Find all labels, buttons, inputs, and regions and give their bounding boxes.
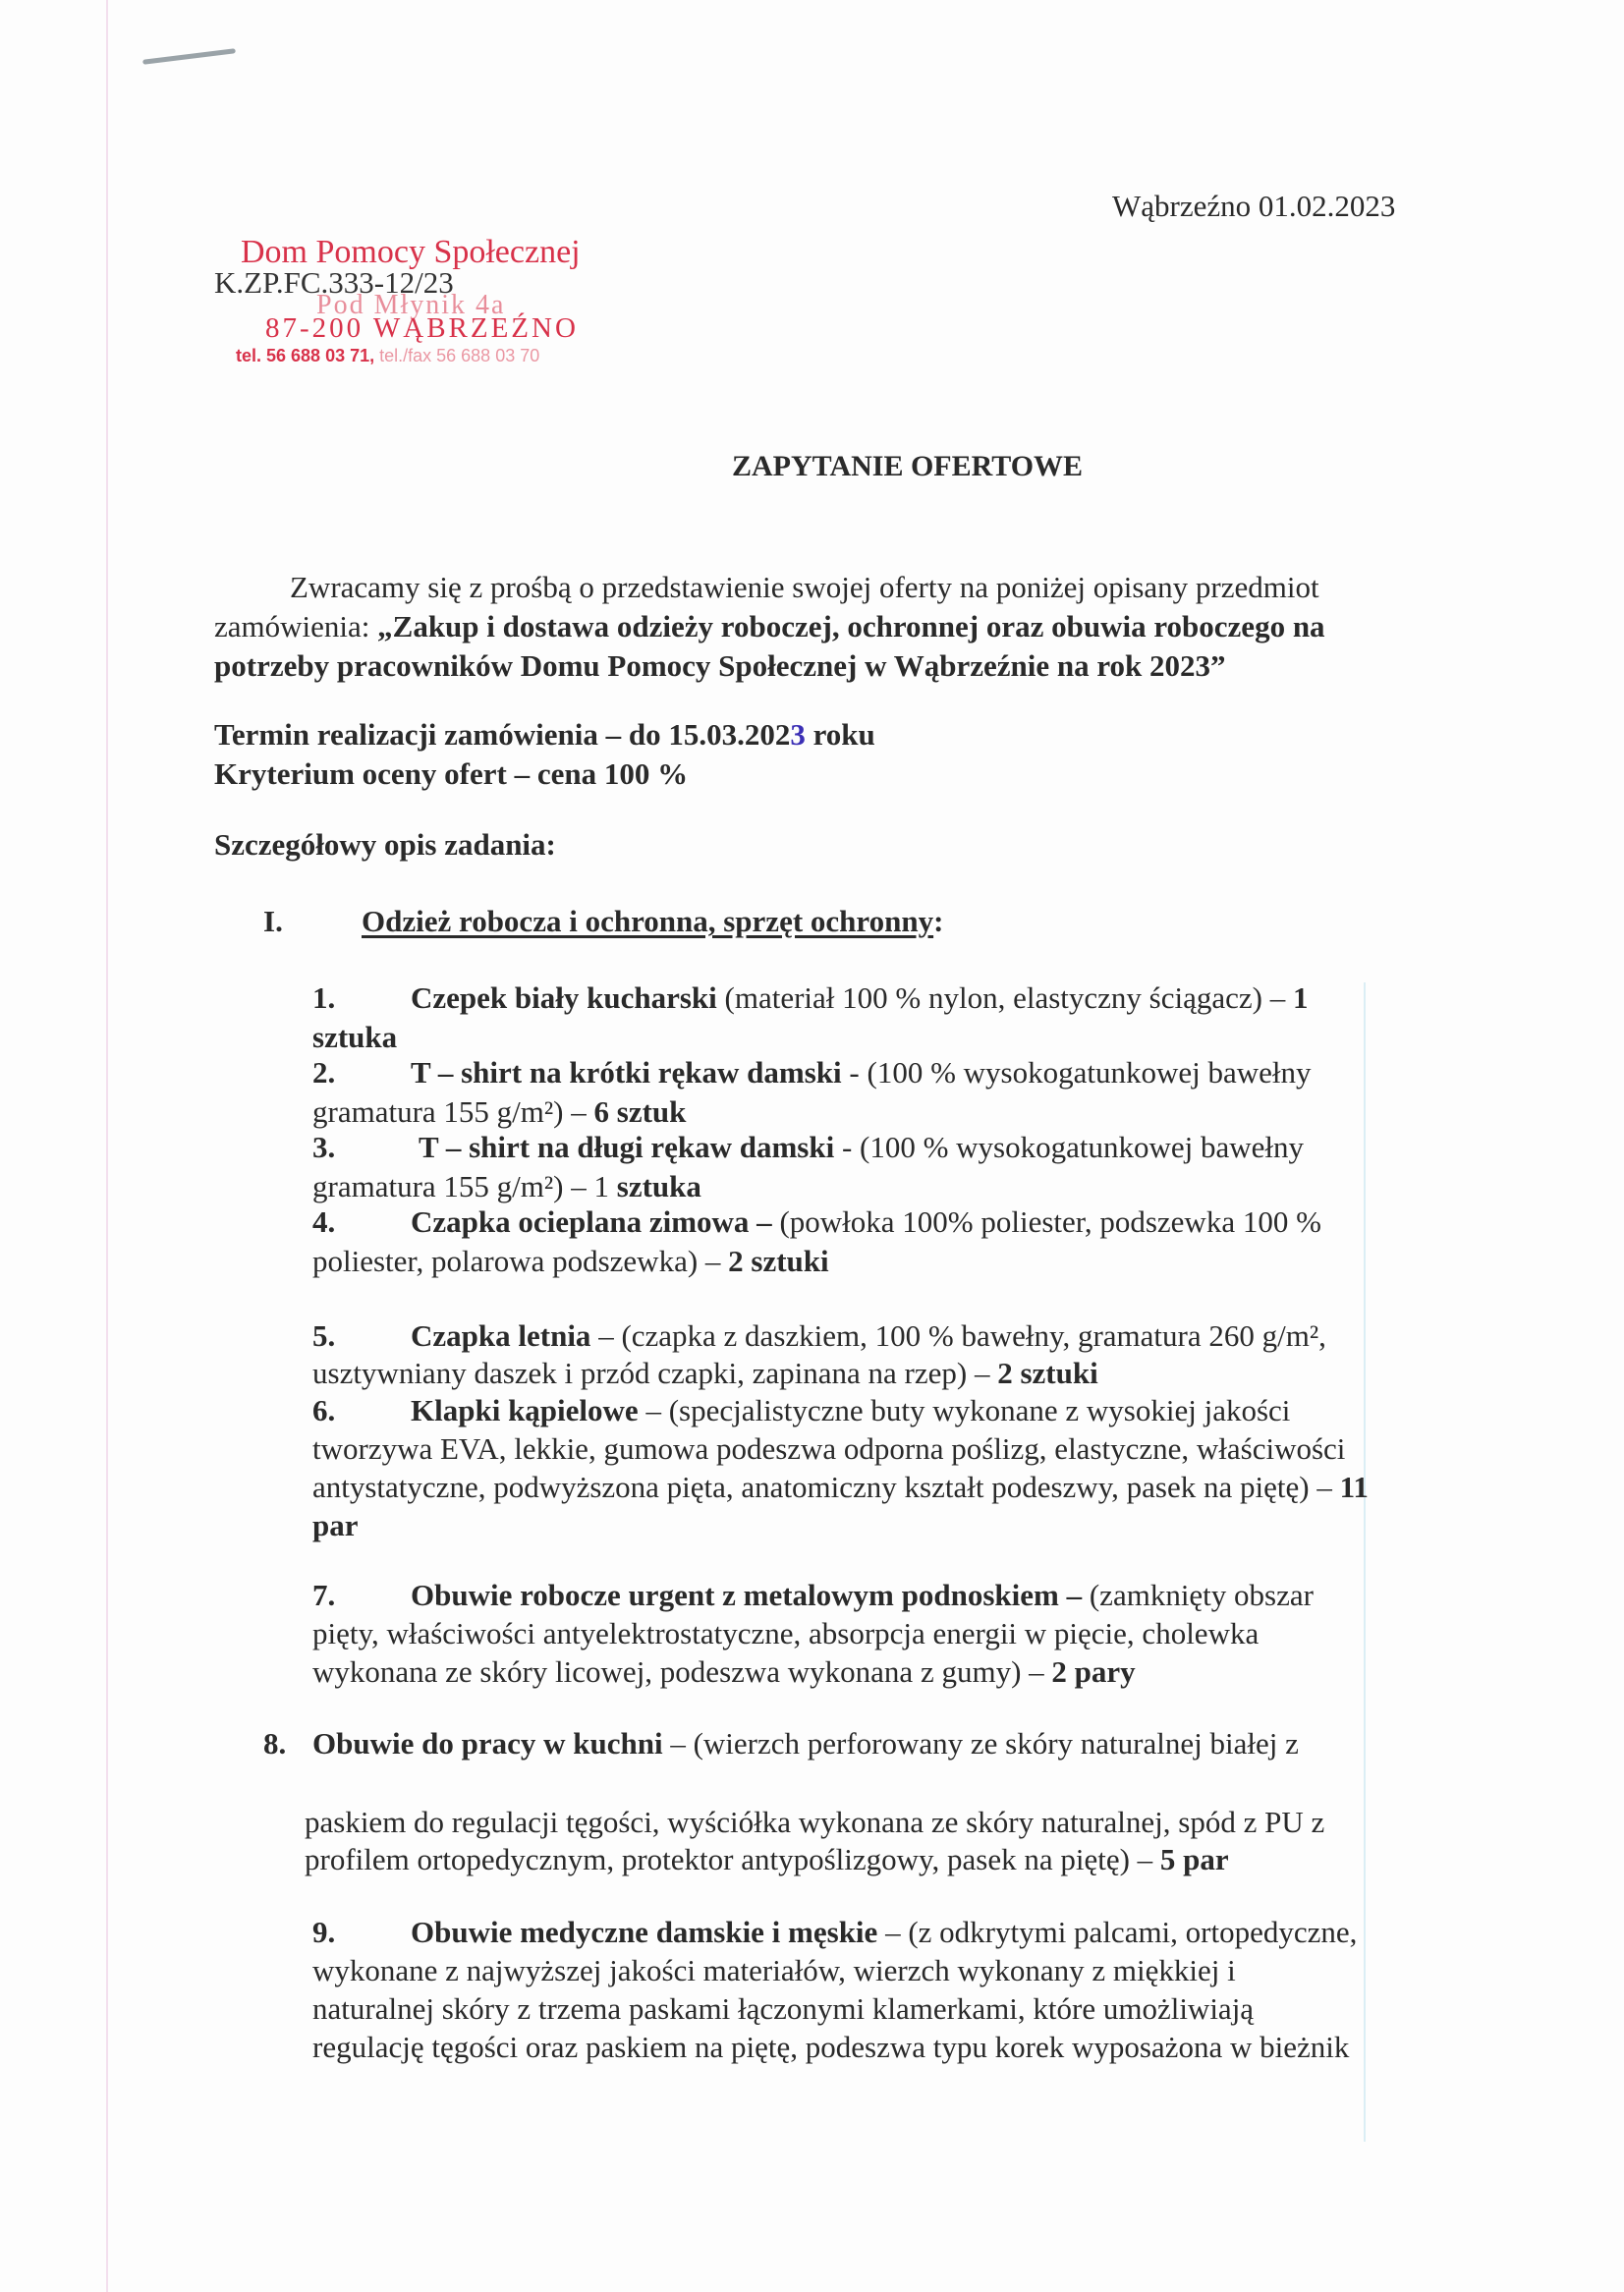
- item-desc: (powłoka 100% poliester, podszewka 100 %: [771, 1204, 1321, 1239]
- deadline-suffix: roku: [805, 717, 875, 752]
- section-title-text: Odzież robocza i ochronna, sprzęt ochronny: [362, 904, 934, 938]
- item-name: Obuwie robocze urgent z metalowym podnoskiem –: [411, 1578, 1083, 1612]
- item-qty-unit: par: [312, 1508, 359, 1542]
- list-item: [312, 1092, 686, 1132]
- item-number: 8.: [263, 1726, 287, 1761]
- item-desc: - (100 % wysokogatunkowej bawełny: [841, 1055, 1312, 1090]
- list-item: [312, 1614, 1259, 1653]
- item-desc: pięty, właściwości antyelektrostatyczne, absorpcja energii w pięcie, cholewka: [312, 1616, 1260, 1650]
- stamp-phone: [236, 346, 539, 366]
- criterion-text: Kryterium oceny ofert – cena 100 %: [214, 756, 689, 791]
- item-qty-unit: sztuka: [312, 1020, 398, 1054]
- list-item: [263, 1724, 286, 1763]
- reference-number: K.ZP.FC.333-12/23: [214, 265, 454, 300]
- list-item: [305, 1803, 1324, 1842]
- deadline: [214, 715, 875, 755]
- scan-edge-line: [1364, 982, 1366, 2142]
- list-item: [312, 1053, 335, 1092]
- list-item: [312, 978, 335, 1018]
- item-number: 5.: [312, 1318, 336, 1353]
- item-desc: – (z odkrytymi palcami, ortopedyczne,: [877, 1915, 1358, 1949]
- details-heading-text: Szczegółowy opis zadania:: [214, 827, 556, 862]
- item-desc: – (wierzch perforowany ze skóry naturalnej białej z: [662, 1726, 1299, 1761]
- list-item: [411, 1316, 1326, 1356]
- item-qty: 5 par: [1159, 1842, 1229, 1876]
- deadline-text: Termin realizacji zamówienia – do 15.03.202: [214, 717, 791, 752]
- item-desc: (materiał 100 % nylon, elastyczny ściągacz) –: [716, 980, 1293, 1015]
- pen-mark: [142, 48, 236, 65]
- item-desc: regulację tęgości oraz paskiem na piętę, podeszwa typu korek wyposażona w bieżnik: [312, 2030, 1350, 2064]
- stamp-street: Pod Młynik 4a: [316, 290, 506, 320]
- item-number: 9.: [312, 1915, 336, 1949]
- item-desc: gramatura 155 g/m²) –: [312, 1094, 594, 1129]
- list-item: [312, 1242, 829, 1281]
- item-qty: sztuka: [616, 1169, 701, 1203]
- item-name: T – shirt na długi rękaw damski: [419, 1130, 835, 1164]
- item-number: 6.: [312, 1393, 336, 1427]
- item-desc: usztywniany daszek i przód czapki, zapinana na rzep) –: [312, 1356, 998, 1390]
- list-item: [312, 1913, 335, 1952]
- item-desc: antystatyczne, podwyższona pięta, anatomiczny kształt podeszwy, pasek na piętę) –: [312, 1470, 1340, 1504]
- criterion: [214, 755, 688, 794]
- item-qty: 2 sztuki: [728, 1244, 829, 1278]
- list-item: [312, 1167, 701, 1206]
- stamp-institution: Dom Pomocy Społecznej: [241, 234, 581, 270]
- list-item: [411, 1913, 1357, 1952]
- section-title: [362, 902, 943, 941]
- item-qty: 2 sztuki: [997, 1356, 1098, 1390]
- list-item: [312, 1429, 1345, 1469]
- list-item: [312, 1652, 1136, 1692]
- list-item: [312, 1128, 335, 1167]
- list-item: [312, 1202, 335, 1242]
- item-name: Obuwie medyczne damskie i męskie: [411, 1915, 878, 1949]
- item-desc: wykonane z najwyższej jakości materiałów, wierzch wykonany z miękkiej i: [312, 1953, 1236, 1987]
- list-item: [312, 1576, 335, 1615]
- stamp-city: 87-200 WĄBRZEŹNO: [265, 312, 579, 344]
- list-item: [312, 1316, 335, 1356]
- item-desc: – (specjalistyczne buty wykonane z wysokiej jakości: [638, 1393, 1291, 1427]
- list-item: [411, 1391, 1290, 1430]
- stamp-phone-main: tel. 56 688 03 71,: [236, 346, 375, 365]
- list-item: [312, 1354, 1098, 1393]
- list-item: [411, 1202, 1321, 1242]
- item-name: Czepek biały kucharski: [411, 980, 717, 1015]
- handwritten-correction: 3: [790, 717, 806, 752]
- list-item: [305, 1840, 1229, 1879]
- item-qty: 2 pary: [1051, 1654, 1136, 1689]
- item-desc: (zamknięty obszar: [1082, 1578, 1314, 1612]
- item-name: Obuwie do pracy w kuchni: [312, 1726, 663, 1761]
- item-number: 4.: [312, 1204, 336, 1239]
- list-item: [312, 1506, 359, 1545]
- list-item: [312, 1468, 1369, 1507]
- section-numeral-text: I.: [263, 904, 283, 938]
- item-qty: 11: [1339, 1470, 1369, 1504]
- item-number: 1.: [312, 980, 336, 1015]
- item-qty: 6 sztuk: [593, 1094, 687, 1129]
- item-desc: gramatura 155 g/m²) – 1: [312, 1169, 617, 1203]
- list-item: [411, 1576, 1314, 1615]
- item-number: 7.: [312, 1578, 336, 1612]
- order-subject: potrzeby pracowników Domu Pomocy Społecznej w Wąbrzeźnie na rok 2023”: [214, 648, 1226, 683]
- item-desc: poliester, polarowa podszewka) –: [312, 1244, 729, 1278]
- list-item: [312, 1391, 335, 1430]
- details-heading: [214, 825, 556, 865]
- item-desc: - (100 % wysokogatunkowej bawełny: [834, 1130, 1305, 1164]
- section-colon: :: [933, 904, 944, 938]
- list-item: [411, 978, 1308, 1018]
- list-item: [312, 1989, 1254, 2029]
- scan-edge-line: [106, 0, 108, 2292]
- intro-line: [214, 646, 1226, 686]
- place-date: Wąbrzeźno 01.02.2023: [1112, 189, 1396, 223]
- section-numeral: [263, 902, 283, 941]
- item-qty: 1: [1292, 980, 1309, 1015]
- intro-text: zamówienia:: [214, 609, 378, 643]
- item-name: Klapki kąpielowe: [411, 1393, 639, 1427]
- item-desc: paskiem do regulacji tęgości, wyściółka wykonana ze skóry naturalnej, spód z PU z: [305, 1805, 1325, 1839]
- page-title: ZAPYTANIE OFERTOWE: [732, 450, 1084, 482]
- item-desc: tworzywa EVA, lekkie, gumowa podeszwa odporna poślizg, elastyczne, właściwości: [312, 1431, 1346, 1466]
- intro-line: Zwracamy się z prośbą o przedstawienie swojej oferty na poniżej opisany przedmiot: [290, 570, 1319, 604]
- stamp-fax: tel./fax 56 688 03 70: [374, 346, 540, 365]
- list-item: [312, 1018, 397, 1057]
- item-desc: profilem ortopedycznym, protektor antypoślizgowy, pasek na piętę) –: [305, 1842, 1160, 1876]
- list-item: [419, 1128, 1304, 1167]
- list-item: [411, 1053, 1312, 1092]
- order-subject: „Zakup i dostawa odzieży roboczej, ochronnej oraz obuwia roboczego na: [377, 609, 1325, 643]
- item-desc: wykonana ze skóry licowej, podeszwa wykonana z gumy) –: [312, 1654, 1052, 1689]
- item-name: Czapka letnia: [411, 1318, 591, 1353]
- list-item: [312, 1951, 1236, 1990]
- list-item: [312, 1724, 1299, 1763]
- intro-line: [214, 607, 1325, 646]
- item-desc: naturalnej skóry z trzema paskami łączonymi klamerkami, które umożliwiają: [312, 1991, 1255, 2026]
- list-item: [312, 2028, 1349, 2067]
- item-desc: – (czapka z daszkiem, 100 % bawełny, gramatura 260 g/m²,: [590, 1318, 1326, 1353]
- item-number: 3.: [312, 1130, 336, 1164]
- item-name: Czapka ocieplana zimowa –: [411, 1204, 772, 1239]
- item-name: T – shirt na krótki rękaw damski: [411, 1055, 842, 1090]
- item-number: 2.: [312, 1055, 336, 1090]
